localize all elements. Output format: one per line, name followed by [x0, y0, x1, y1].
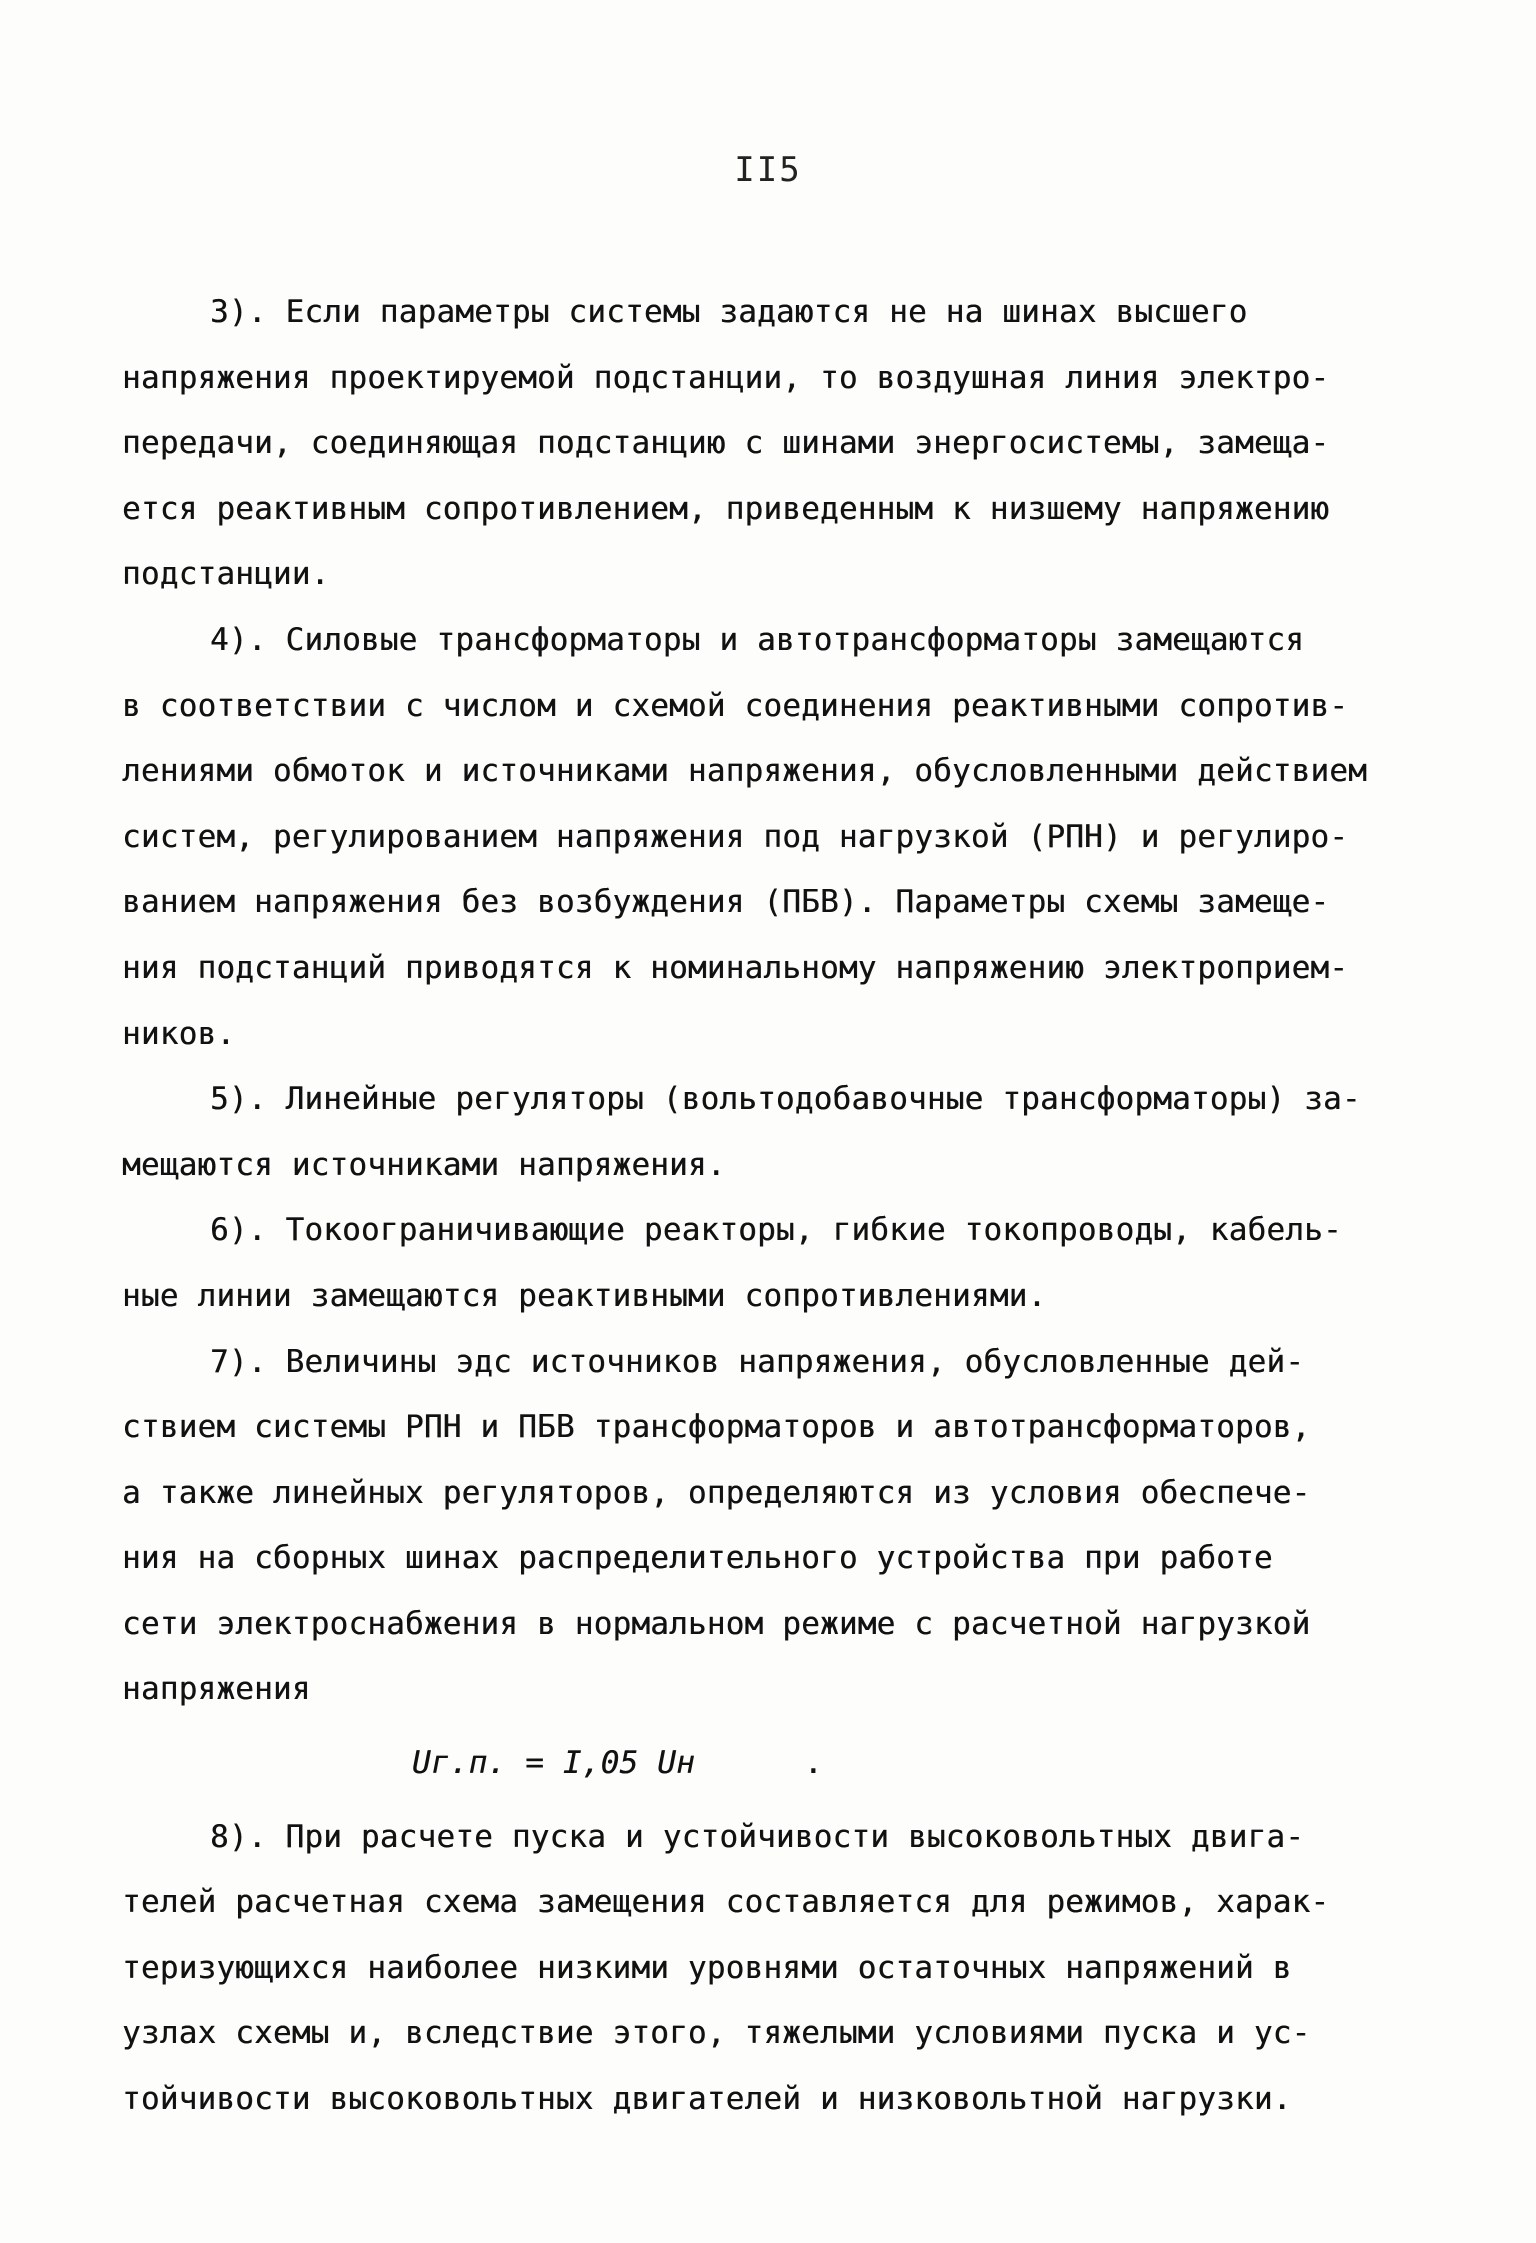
text-line: 6). Токоограничивающие реакторы, гибкие токопроводы, кабель-: [210, 1212, 1342, 1249]
text-line: узлах схемы и, вследствие этого, тяжелыми условиями пуска и ус-: [122, 2015, 1311, 2052]
body-text: [122, 280, 1392, 2133]
text-line: ные линии замещаются реактивными сопротивлениями.: [122, 1277, 1047, 1314]
text-line: телей расчетная схема замещения составляется для режимов, харак-: [122, 1884, 1330, 1921]
text-line: 4). Силовые трансформаторы и автотрансформаторы замещаются: [210, 621, 1305, 658]
text-line: в соответствии с числом и схемой соединения реактивными сопротив-: [122, 687, 1349, 724]
text-line: 5). Линейные регуляторы (вольтодобавочные трансформаторы) за-: [210, 1081, 1361, 1118]
text-line: подстанции.: [122, 556, 330, 593]
text-line: теризующихся наиболее низкими уровнями остаточных напряжений в: [122, 1949, 1292, 1986]
text-line: 8). При расчете пуска и устойчивости высоковольтных двига-: [210, 1818, 1305, 1855]
text-line: а также линейных регуляторов, определяются из условия обеспече-: [122, 1474, 1311, 1511]
text-line: ния на сборных шинах распределительного устройства при работе: [122, 1540, 1273, 1577]
text-line: сети электроснабжения в нормальном режиме с расчетной нагрузкой: [122, 1605, 1311, 1642]
text-line: мещаются источниками напряжения.: [122, 1146, 726, 1183]
formula-expression: Uг.п. = I,05 Uн: [412, 1745, 695, 1782]
paragraphs-1-7: [122, 280, 1392, 1723]
text-line: ников.: [122, 1015, 236, 1052]
formula-terminator: .: [803, 1745, 823, 1782]
paragraph-8: [122, 1805, 1392, 2133]
text-line: напряжения проектируемой подстанции, то воздушная линия электро-: [122, 359, 1330, 396]
page-number: II5: [734, 150, 802, 190]
text-line: ванием напряжения без возбуждения (ПБВ). Параметры схемы замеще-: [122, 884, 1330, 921]
text-line: систем, регулированием напряжения под нагрузкой (РПН) и регулиро-: [122, 818, 1349, 855]
text-line: 7). Величины эдс источников напряжения, обусловленные дей-: [210, 1343, 1305, 1380]
text-line: передачи, соединяющая подстанцию с шинами энергосистемы, замеща-: [122, 425, 1330, 462]
text-line: тойчивости высоковольтных двигателей и низковольтной нагрузки.: [122, 2081, 1292, 2118]
text-line: напряжения: [122, 1671, 311, 1708]
text-line: 3). Если параметры системы задаются не на шинах высшего: [210, 294, 1248, 330]
text-line: ния подстанций приводятся к номинальному напряжению электроприем-: [122, 949, 1349, 986]
text-line: лениями обмоток и источниками напряжения, обусловленными действием: [122, 753, 1367, 790]
text-line: ется реактивным сопротивлением, приведенным к низшему напряжению: [122, 490, 1330, 527]
formula: [122, 1731, 1392, 1797]
text-line: ствием системы РПН и ПБВ трансформаторов и автотрансформаторов,: [122, 1409, 1311, 1446]
